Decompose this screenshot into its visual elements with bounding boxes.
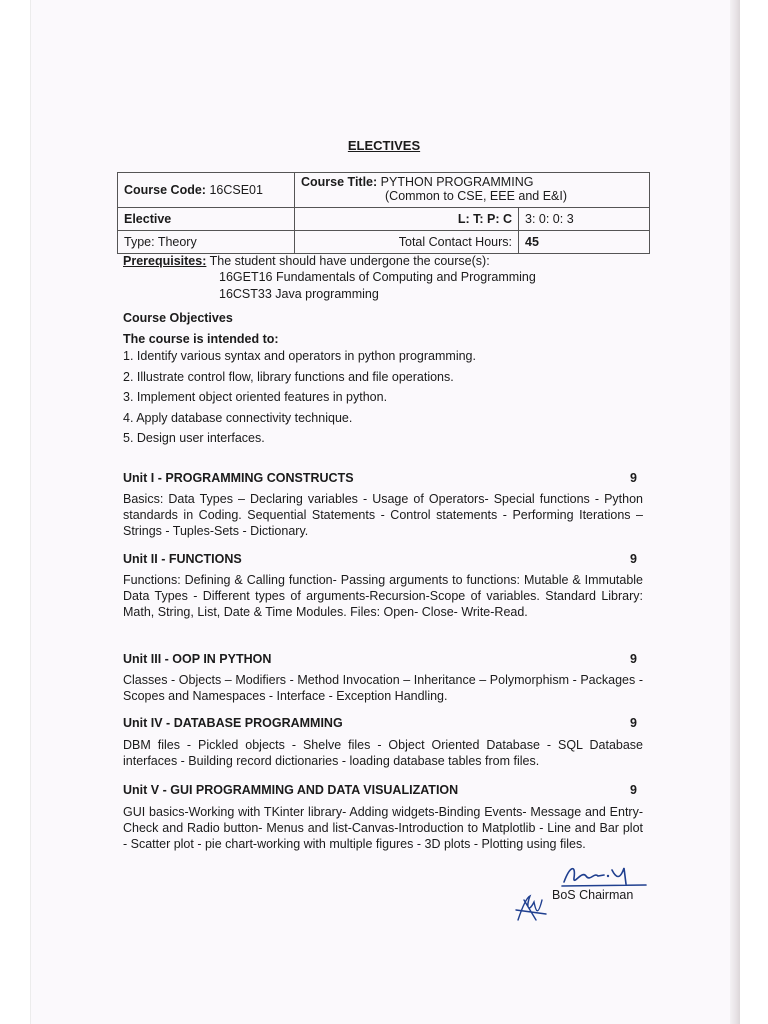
signatory-title: BoS Chairman <box>552 888 634 902</box>
objective-item: 4. Apply database connectivity technique. <box>123 411 353 425</box>
unit-content: DBM files - Pickled objects - Shelve files - Object Oriented Database - SQL Database interfaces - Building record dictionaries - loading database tables from files. <box>123 738 643 768</box>
course-code-cell <box>118 173 295 208</box>
table-row <box>118 173 650 208</box>
unit-content: Functions: Defining & Calling function- Passing arguments to functions: Mutable & Immutable Data Types - Different types of arguments-Recursion-Scope of variables. Standard Library: Math, String, List, Date & Time Modules. Files: Open- Close- Write-Read. <box>123 573 643 619</box>
prerequisites-line <box>123 254 490 268</box>
unit-content: Classes - Objects – Modifiers - Method Invocation – Inheritance – Polymorphism - Packages - Scopes and Namespaces - Interface - Exception Handling. <box>123 673 643 703</box>
course-category: Elective <box>118 208 295 231</box>
unit-name: Unit I - PROGRAMMING CONSTRUCTS <box>123 471 354 485</box>
prerequisite-course: 16CST33 Java programming <box>219 287 379 301</box>
ltpc-value: 3: 0: 0: 3 <box>519 208 650 231</box>
prerequisite-course: 16GET16 Fundamentals of Computing and Programming <box>219 270 536 284</box>
objective-item: 2. Illustrate control flow, library functions and file operations. <box>123 370 454 384</box>
unit-content: GUI basics-Working with TKinter library- Adding widgets-Binding Events- Message and Entry- Check and Radio button- Menus and list-Canvas-Introduction to Matplotlib - Line and Bar plot - Scatter plot - pie chart-working with multiple figures - 3D plots - Plotting using files. <box>123 805 643 851</box>
course-code-label: Course Code: <box>124 183 206 197</box>
unit-title <box>123 716 637 730</box>
objective-item: 5. Design user interfaces. <box>123 431 265 445</box>
course-title-value: PYTHON PROGRAMMING <box>380 175 534 189</box>
course-title-sub: (Common to CSE, EEE and E&I) <box>385 189 568 203</box>
prerequisites-label: Prerequisites: <box>123 254 207 268</box>
unit-title <box>123 471 637 485</box>
unit-content: Basics: Data Types – Declaring variables - Usage of Operators- Special functions - Python standards in Coding. Sequential Statements - Control statements - Performing Iterations – Strings - Tuples-Sets - Dictionary. <box>123 492 643 538</box>
objective-item: 3. Implement object oriented features in python. <box>123 390 388 404</box>
table-row <box>118 208 650 231</box>
contact-hours-value: 45 <box>519 231 650 254</box>
prerequisites-text: The student should have undergone the course(s): <box>209 254 490 268</box>
unit-name: Unit III - OOP IN PYTHON <box>123 652 272 666</box>
course-info-table <box>117 172 650 254</box>
ltpc-label: L: T: P: C <box>295 208 519 231</box>
objectives-intro: The course is intended to: <box>123 332 279 346</box>
unit-hours: 9 <box>630 783 637 797</box>
page-edge <box>730 0 740 1024</box>
initials-icon <box>512 890 552 926</box>
unit-hours: 9 <box>630 552 637 566</box>
course-title-label: Course Title: <box>301 175 378 189</box>
unit-name: Unit V - GUI PROGRAMMING AND DATA VISUALIZATION <box>123 783 459 797</box>
unit-title <box>123 783 637 797</box>
unit-hours: 9 <box>630 716 637 730</box>
unit-name: Unit IV - DATABASE PROGRAMMING <box>123 716 343 730</box>
course-code-value: 16CSE01 <box>209 183 263 197</box>
unit-title <box>123 652 637 666</box>
unit-hours: 9 <box>630 652 637 666</box>
page-heading: ELECTIVES <box>347 138 421 153</box>
unit-hours: 9 <box>630 471 637 485</box>
unit-title <box>123 552 637 566</box>
course-title-cell <box>295 173 650 208</box>
objective-item: 1. Identify various syntax and operators in python programming. <box>123 349 476 363</box>
course-type: Type: Theory <box>118 231 295 254</box>
table-row <box>118 231 650 254</box>
unit-name: Unit II - FUNCTIONS <box>123 552 242 566</box>
objectives-heading: Course Objectives <box>123 311 233 325</box>
contact-hours-label: Total Contact Hours: <box>295 231 519 254</box>
